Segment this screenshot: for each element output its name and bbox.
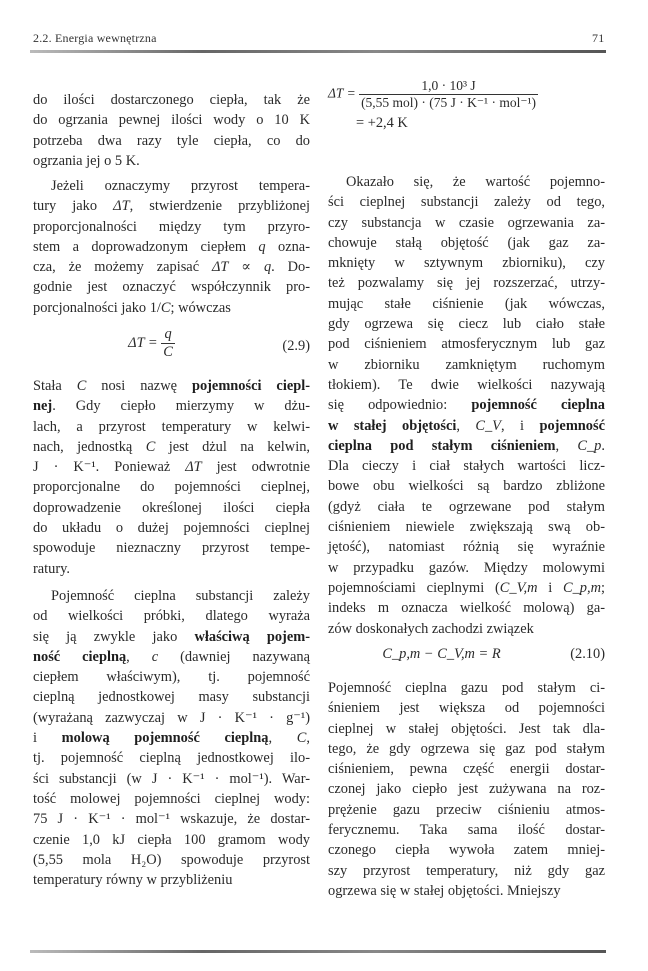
- text-line: ciepłem właściwym), tj. pojemność: [33, 669, 310, 686]
- text-line: Dla cieczy i ciał stałych wartości licz-: [328, 458, 605, 475]
- text-line: mując stałe ciśnienie (jak wówczas,: [328, 295, 605, 312]
- text-line: temperatury równy w przybliżeniu: [33, 872, 233, 889]
- text-line: cza, że możemy zapisać ΔT ∝ q. Do-: [33, 259, 311, 276]
- equation-number: (2.9): [282, 338, 310, 354]
- text-line: indeks m oznacza wielkość molową) ga-: [328, 600, 605, 617]
- text-line: Jeżeli oznaczymy przyrost tempera-: [51, 178, 310, 194]
- equation-result: = +2,4 K: [356, 115, 408, 131]
- bold-term: w stałej objętości: [328, 417, 457, 434]
- text-line: spowoduje nieznaczny przyrost tempe-: [33, 540, 310, 557]
- text-line: Pojemność cieplna gazu pod stałym ci-: [328, 680, 605, 696]
- text-line: czonego ciepła wywoła zatem mniej-: [328, 842, 605, 859]
- text-line: jętość), natomiast różnią się wyraźnie: [328, 539, 605, 556]
- text-line: Pojemność cieplna substancji zależy: [51, 588, 310, 604]
- text-line: gdy ogrzewa się ciecz lub ciało stałe: [328, 316, 605, 333]
- text-line: w zbiorniku zamkniętym ruchomym: [328, 356, 605, 373]
- footer-rule: [30, 950, 606, 953]
- text-line: chowuje stałą objętość (jak gaz za-: [328, 234, 605, 251]
- math-symbol: C: [160, 299, 171, 316]
- text-line: cieplna pod stałym ciśnieniem, C_p.: [328, 437, 605, 454]
- text-line: pojemnościami cieplnymi (C_V,m i C_p,m;: [328, 579, 605, 596]
- text-line: ogrzewa się w stałej objętości. Mniejszy: [328, 882, 561, 899]
- text-line: i molową pojemność cieplną, C,: [33, 730, 310, 747]
- bold-term: cieplna pod stałym ciśnieniem: [328, 437, 556, 454]
- text-line: nach, jednostką C jest dżul na kelwin,: [33, 438, 310, 455]
- text-line: stem a doprowadzonym ciepłem q ozna-: [33, 238, 310, 255]
- text-line: do ilości dostarczonego ciepła, tak że: [33, 92, 310, 108]
- math-symbol: C_V,m: [499, 579, 538, 596]
- math-symbol: ΔT: [185, 459, 202, 476]
- paragraph: [33, 586, 310, 890]
- text-line: do ogrzania pewnej ilości wody o 10 K: [33, 112, 310, 129]
- bold-term: ność cieplną: [33, 648, 127, 665]
- text-line: Stała C nosi nazwę pojemności ciepl-: [33, 378, 311, 394]
- text-line: (gdyż ciała te ogrzewane pod stałym: [328, 498, 605, 515]
- math-symbol: C: [296, 730, 307, 747]
- page-number: 71: [592, 31, 605, 45]
- text-line: nej. Gdy ciepło mierzymy w dżu-: [33, 398, 310, 415]
- paragraph: [33, 176, 310, 318]
- equation-calculation: [328, 78, 605, 148]
- text-line: Okazało się, że wartość pojemno-: [346, 174, 605, 190]
- fraction-numerator: q: [161, 326, 175, 344]
- math-symbol: q: [258, 238, 266, 255]
- math-symbol: ΔT: [211, 259, 229, 276]
- text-line: J · K⁻¹. Ponieważ ΔT jest odwrotnie: [33, 459, 310, 476]
- bold-term: właściwą pojem-: [194, 628, 310, 645]
- text-line: cieplnej w stałej objętości. Jest tak dla-: [328, 720, 605, 737]
- text-line: ści cieplnej substancji zależy od tego,: [328, 194, 605, 211]
- text-line: (wyrażaną zazwyczaj w J · K⁻¹ · g⁻¹): [33, 709, 310, 726]
- paragraph: [328, 172, 605, 639]
- bold-term: pojemność cieplna: [471, 397, 605, 414]
- equation-number: (2.10): [570, 646, 605, 662]
- text-line: się odpowiednio: pojemność cieplna: [328, 397, 605, 414]
- text-line: do układu o dużej pojemności cieplnej: [33, 520, 310, 537]
- text-line: ści substancji (w J · K⁻¹ · mol⁻¹). War-: [33, 770, 310, 787]
- text-line: proporcjonalności między tym przyro-: [33, 218, 310, 235]
- paragraph: [33, 376, 310, 579]
- math-symbol: ΔT: [113, 198, 130, 215]
- paragraph: [33, 90, 310, 171]
- equation-2-10: [328, 646, 605, 672]
- text-line: doprowadzenie określonej ilości ciepła: [33, 499, 310, 516]
- bold-term: nej: [33, 398, 53, 415]
- text-line: 75 J · K⁻¹ · mol⁻¹ wskazuje, że dostar-: [33, 811, 310, 828]
- paragraph: [328, 678, 605, 901]
- text-line: szy przyrost temperatury, niż gdy gaz: [328, 862, 605, 879]
- text-line: ciśnieniem niewiele zwiększają swą ob-: [328, 519, 605, 536]
- text-line: prężenie gazu przeciw ciśnieniu atmos-: [328, 801, 605, 818]
- equation-expression: C_p,m − C_V,m = R: [382, 646, 501, 662]
- text-line: ferycznemu. Taka sama ilość dostar-: [328, 822, 605, 839]
- math-symbol: q: [263, 259, 272, 276]
- text-line: mknięty w sztywnym zbiorniku), czy: [328, 255, 605, 272]
- text-line: tłokiem). Te dwie wielkości nazywają: [328, 376, 605, 393]
- math-symbol: c: [151, 648, 159, 665]
- equation-lhs: ΔT =: [128, 334, 158, 351]
- math-symbol: C_p,m: [563, 579, 601, 596]
- text-line: zów doskonałych zachodzi związek: [328, 620, 534, 637]
- right-column: [328, 0, 605, 971]
- left-column: [33, 0, 310, 971]
- fraction-denominator: C: [163, 344, 173, 360]
- math-symbol: C: [76, 378, 87, 394]
- text-line: cieplną jednostkowej masy substancji: [33, 689, 310, 706]
- text-line: (5,55 mola H₂O) spowoduje przyrost: [33, 851, 310, 868]
- text-line: bowe obu wielkości są bardzo zbliżone: [328, 478, 605, 495]
- text-line: czonej jako ciepło jest zużywana na roz-: [328, 781, 605, 798]
- text-line: od wielkości próbki, dlatego wyraża: [33, 608, 310, 625]
- math-symbol: C_V: [475, 417, 501, 434]
- text-line: tość molowej pojemności cieplnej wody:: [33, 790, 310, 807]
- fraction-denominator: (5,55 mol) · (75 J · K⁻¹ · mol⁻¹): [361, 95, 537, 110]
- fraction-numerator: 1,0 · 10³ J: [359, 78, 538, 95]
- text-line: tury jako ΔT, stwierdzenie przybliżonej: [33, 198, 311, 215]
- text-line: pod ciśnieniem atmosferycznym lub gaz: [328, 336, 605, 353]
- text-line: godnie jest oznaczyć współczynnik pro-: [33, 279, 310, 296]
- text-line: potrzeba dwa razy tyle ciepła, co do: [33, 132, 310, 149]
- bold-term: pojemność: [539, 417, 605, 434]
- text-line: porcjonalności jako 1/C; wówczas: [33, 299, 231, 316]
- equation-2-9: [33, 326, 310, 370]
- math-symbol: C_p: [577, 437, 602, 454]
- text-line: w przypadku gazów. Między molowymi: [328, 559, 605, 576]
- text-line: czenie 1,0 kJ ciepła 100 gramom wody: [33, 831, 310, 848]
- text-line: tj. pojemność cieplną jednostkowej ilo-: [33, 750, 310, 767]
- text-line: ratury.: [33, 560, 71, 577]
- bold-term: pojemności ciepl-: [191, 378, 311, 394]
- text-line: czy substancja w czasie ogrzewania za-: [328, 214, 605, 231]
- bold-term: molową pojemność cieplną: [61, 730, 269, 747]
- text-line: ność cieplną, c (dawniej nazywaną: [33, 648, 310, 665]
- running-header: 2.2. Energia wewnętrzna: [33, 31, 157, 45]
- text-line: proporcjonalne do pojemności cieplnej,: [33, 479, 310, 496]
- text-line: tego, że gdy ogrzewa się gaz pod stałym: [328, 740, 605, 757]
- text-line: ciśnieniem, pewna część energii dostar-: [328, 761, 605, 778]
- text-line: w stałej objętości, C_V, i pojemność: [328, 417, 605, 434]
- math-symbol: C: [145, 438, 156, 455]
- equation-lhs: ΔT =: [328, 85, 356, 101]
- text-line: też pozwalamy się jej rozszerzać, utrzy-: [328, 275, 605, 292]
- text-line: lach, a przyrost temperatury w kelwi-: [33, 418, 310, 435]
- text-line: ogrzania jej o 5 K.: [33, 152, 140, 169]
- text-line: się ją zwykle jako właściwą pojem-: [33, 628, 310, 645]
- text-line: śnieniem jest większa od pojemności: [328, 700, 605, 717]
